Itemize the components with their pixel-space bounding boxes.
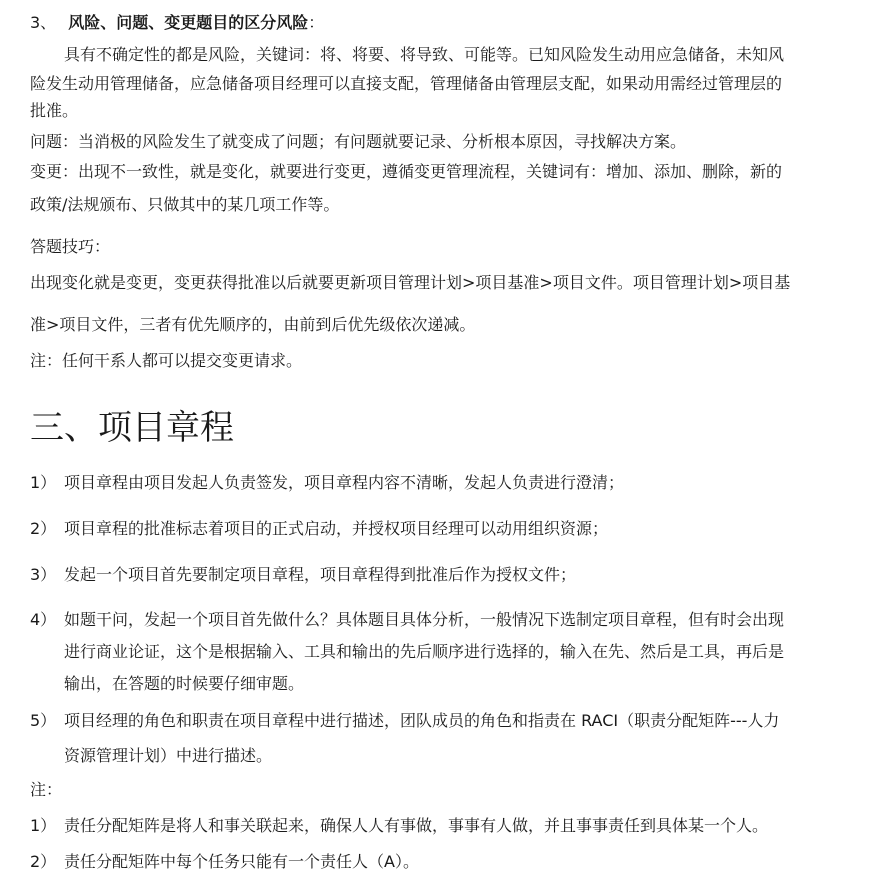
section-title: 风险、问题、变更题目的区分风险 <box>68 13 309 32</box>
list-item-text: 进行商业论证，这个是根据输入、工具和输出的先后顺序进行选择的，输入在先、然后是工具，再后是 <box>64 642 785 661</box>
tips-text-line: 出现变化就是变更，变更获得批准以后就要更新项目管理计划>项目基准>项目文件。项目管理计划>项目基 <box>30 273 791 292</box>
note-item-number: 1） <box>30 816 57 835</box>
change-paragraph-line: 政策/法规颁布、只做其中的某几项工作等。 <box>30 195 340 214</box>
risk-paragraph-line: 具有不确定性的都是风险，关键词：将、将要、将导致、可能等。已知风险发生动用应急储备，未知风 <box>64 45 785 64</box>
list-item-text: 输出，在答题的时候要仔细审题。 <box>64 674 305 693</box>
note-item-number: 2） <box>30 852 57 871</box>
risk-paragraph-line: 险发生动用管理储备，应急储备项目经理可以直接支配，管理储备由管理层支配，如果动用需经过管理层的 <box>30 74 783 93</box>
section-colon: ： <box>308 13 325 32</box>
tips-label: 答题技巧： <box>30 237 111 256</box>
list-item-number: 1） <box>30 473 57 492</box>
list-item-text: 项目经理的角色和职责在项目章程中进行描述，团队成员的角色和指责在 RACI（职责分配矩阵---人力 <box>64 711 780 730</box>
change-note: 注：任何干系人都可以提交变更请求。 <box>30 351 303 370</box>
list-item-number: 5） <box>30 711 57 730</box>
list-item-text: 项目章程的批准标志着项目的正式启动，并授权项目经理可以动用组织资源； <box>64 519 609 538</box>
list-item-text: 发起一个项目首先要制定项目章程，项目章程得到批准后作为授权文件； <box>64 565 577 584</box>
list-item-number: 2） <box>30 519 57 538</box>
section-number: 3、 <box>30 13 57 32</box>
list-item-number: 4） <box>30 610 57 629</box>
change-paragraph-line: 变更：出现不一致性，就是变化，就要进行变更，遵循变更管理流程，关键词有：增加、添加、删除，新的 <box>30 162 783 181</box>
note-item-text: 责任分配矩阵中每个任务只能有一个责任人（A）。 <box>64 852 419 871</box>
list-item-text: 项目章程由项目发起人负责签发，项目章程内容不清晰，发起人负责进行澄清； <box>64 473 625 492</box>
section-heading <box>30 12 324 34</box>
list-item-text: 资源管理计划）中进行描述。 <box>64 746 273 765</box>
note-item-text: 责任分配矩阵是将人和事关联起来，确保人人有事做，事事有人做，并且事事责任到具体某一个人。 <box>64 816 769 835</box>
list-item-number: 3） <box>30 565 57 584</box>
risk-paragraph-line: 批准。 <box>30 101 79 120</box>
note-label: 注： <box>30 780 63 799</box>
chapter-heading: 三、项目章程 <box>30 408 234 448</box>
tips-text-line: 准>项目文件，三者有优先顺序的，由前到后优先级依次递减。 <box>30 315 476 334</box>
list-item-text: 如题干问，发起一个项目首先做什么？具体题目具体分析，一般情况下选制定项目章程，但有时会出现 <box>64 610 785 629</box>
issue-paragraph: 问题：当消极的风险发生了就变成了问题；有问题就要记录、分析根本原因，寻找解决方案。 <box>30 132 687 151</box>
